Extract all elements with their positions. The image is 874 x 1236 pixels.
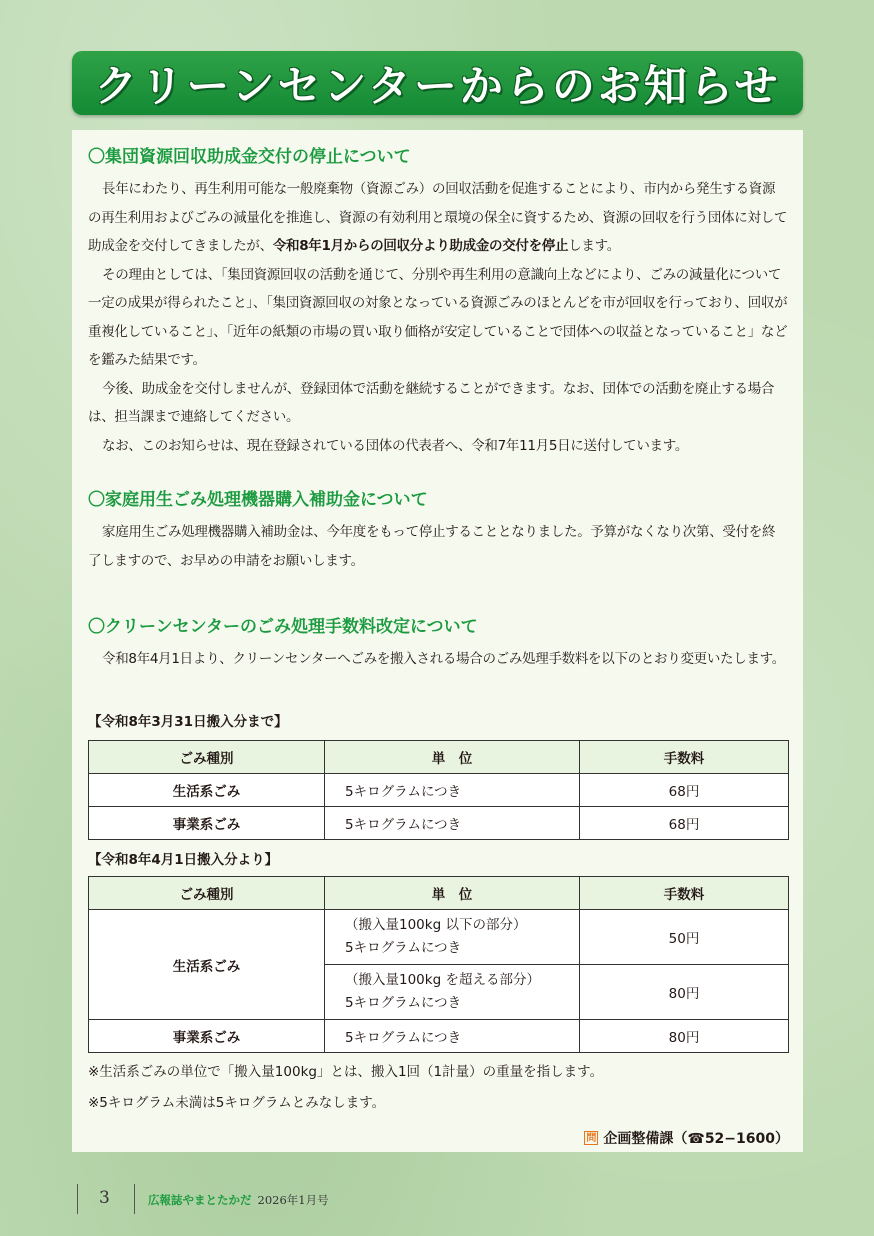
table-header-row: ごみ種別 単 位 手数料 (89, 877, 789, 910)
table-label: 【令和8年4月1日搬入分より】 (88, 852, 279, 868)
table-row: 生活系ごみ 5キログラムにつき 68円 (89, 774, 789, 807)
inquiry-icon: 問 (586, 1133, 597, 1144)
table-header-row: ごみ種別 単 位 手数料 (89, 741, 789, 774)
contact-info (584, 1128, 789, 1148)
section-heading: 〇集団資源回収助成金交付の停止について (88, 147, 411, 167)
note: ※生活系ごみの単位で「搬入量100kg」とは、搬入1回（1計量）の重量を指します。 (88, 1064, 604, 1080)
paragraph: その理由としては、「集団資源回収の活動を通じて、分別や再生利用の意識向上などにより、ごみの減量化について一定の成果が得られたこと」、「集団資源回収の対象となっている資源ごみのほとんどを市が回収を行っており、回収が重複化していること」、「近年の紙類の市場の買い取り価格が安定していることで団体への収益となっていること」などを鑑みた結果です。 (88, 266, 788, 368)
table-row: 事業系ごみ 5キログラムにつき 80円 (89, 1020, 789, 1053)
title-banner (72, 51, 803, 115)
note: ※5キログラム未満は5キログラムとみなします。 (88, 1095, 386, 1111)
paragraph: 長年にわたり、再生利用可能な一般廃棄物（資源ごみ）の回収活動を促進することにより、市内から発生する資源の再生利用およびごみの減量化を推進し、資源の有効利用と環境の保全に資するため、資源の回収を行う団体に対して助成金を交付してきましたが、令和8年1月からの回収分より助成金の交付を停止します。 (88, 181, 788, 254)
fee-table-after (88, 876, 789, 1053)
section-fee-revision (88, 612, 788, 674)
section-group-recycling (88, 142, 788, 460)
table-row: （搬入量100kg を超える部分） 5キログラムにつき 80円 (89, 965, 789, 1020)
section-heading: 〇家庭用生ごみ処理機器購入補助金について (88, 490, 428, 510)
table-row: 事業系ごみ 5キログラムにつき 68円 (89, 807, 789, 840)
section-heading: 〇クリーンセンターのごみ処理手数料改定について (88, 617, 478, 637)
paragraph: なお、このお知らせは、現在登録されている団体の代表者へ、令和7年11月5日に送付しています。 (102, 437, 689, 454)
footer-divider (134, 1184, 135, 1214)
issue-label: 2026年1月号 (257, 1193, 329, 1207)
contact-text: 企画整備課（☎52−1600） (603, 1131, 789, 1147)
paragraph: 家庭用生ごみ処理機器購入補助金は、今年度をもって停止することとなりました。予算がなくなり次第、受付を終了しますので、お早めの申請をお願いします。 (88, 524, 776, 569)
paragraph: 今後、助成金を交付しませんが、登録団体で活動を継続することができます。なお、団体での活動を廃止する場合は、担当課まで連絡してください。 (88, 380, 775, 425)
section-garbage-processor (88, 485, 788, 575)
emphasis-text: 令和8年1月からの回収分より助成金の交付を停止 (272, 238, 569, 254)
magazine-info (148, 1192, 329, 1208)
page-title: クリーンセンターからのお知らせ (94, 61, 781, 112)
content-panel (72, 130, 803, 1152)
paragraph: 令和8年4月1日より、クリーンセンターへごみを搬入される場合のごみ処理手数料を以下のとおり変更いたします。 (102, 651, 785, 667)
footer-divider (77, 1184, 78, 1214)
magazine-name: 広報誌やまとたかだ (148, 1193, 252, 1207)
fee-table-before (88, 740, 789, 840)
table-label: 【令和8年3月31日搬入分まで】 (88, 714, 288, 730)
table-row: 生活系ごみ （搬入量100kg 以下の部分） 5キログラムにつき 50円 (89, 910, 789, 965)
page-number: 3 (99, 1188, 110, 1208)
